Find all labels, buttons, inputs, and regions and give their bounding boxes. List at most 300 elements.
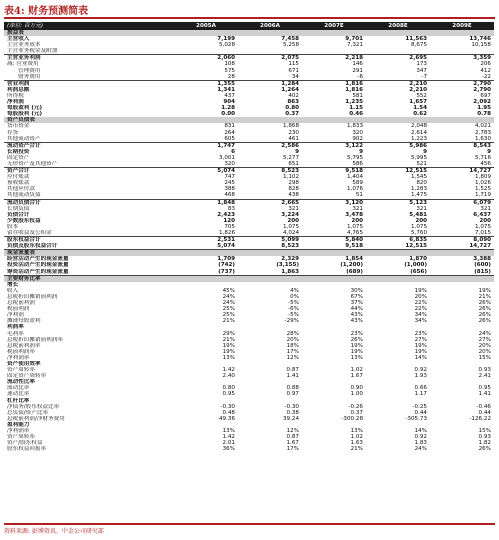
value-cell: (1,000) <box>404 262 427 269</box>
row-label: 资产周转率 <box>7 434 35 441</box>
value-cell: 9,518 <box>302 168 366 175</box>
row-label: 每股盈利 (元) <box>7 105 43 112</box>
row-label: 毛利率 <box>7 330 24 337</box>
value-cell: 14% <box>414 428 427 434</box>
value-cell: 1,264 <box>281 86 299 93</box>
value-cell: 1,341 <box>217 86 235 93</box>
value-cell: 6,437 <box>473 211 491 218</box>
value-cell: 5,258 <box>282 42 299 49</box>
value-cell: 23% <box>414 330 427 337</box>
value-cell: 1,848 <box>174 199 238 206</box>
value-cell: 1,026 <box>474 180 491 187</box>
value-cell: 12,515 <box>366 243 430 250</box>
table-row <box>4 136 494 143</box>
value-cell: 30% <box>350 287 363 294</box>
value-cell: 904 <box>223 99 235 106</box>
value-cell: 24% <box>478 330 491 337</box>
row-label: 资产周转率 <box>7 367 35 374</box>
value-cell: 575 <box>224 67 235 74</box>
table-row <box>4 192 494 199</box>
row-label: 股本 <box>7 223 19 230</box>
value-cell: 28 <box>227 73 235 80</box>
value-cell: 21% <box>350 446 363 453</box>
value-cell <box>174 275 238 282</box>
value-cell: 1,284 <box>238 80 302 87</box>
value-cell: 1,545 <box>410 174 427 181</box>
row-label: 其他流动负债 <box>7 192 41 199</box>
row-label: 主营业务税金及附加 <box>7 48 58 55</box>
unit-label: (单位: 百万元) <box>4 22 174 30</box>
value-cell: 1,816 <box>345 86 363 93</box>
value-cell: 0.44 <box>414 409 427 416</box>
row-label: 税前利润率 <box>7 348 35 355</box>
value-cell: 43% <box>350 312 363 319</box>
table-row <box>4 161 494 168</box>
value-cell: 3,478 <box>345 211 363 218</box>
value-cell: 12% <box>286 354 299 361</box>
value-cell: 2,665 <box>238 199 302 206</box>
value-cell: 2,783 <box>474 129 491 136</box>
row-label: 少数股东权益 <box>7 217 41 224</box>
value-cell: -0.30 <box>284 403 299 410</box>
value-cell: 0.87 <box>286 367 299 374</box>
year-header: 2006A <box>238 22 302 30</box>
value-cell: 581 <box>352 92 363 99</box>
value-cell: 3,122 <box>302 142 366 149</box>
value-cell: 402 <box>288 92 299 99</box>
value-cell: 1,854 <box>345 256 363 263</box>
value-cell: 388 <box>224 186 235 193</box>
table-row <box>4 168 494 175</box>
value-cell: 4% <box>290 287 299 294</box>
value-cell: 1,355 <box>174 80 238 87</box>
value-cell: 11,563 <box>405 36 427 43</box>
value-cell: 820 <box>416 180 427 187</box>
row-label: 经营活动产生的现金流量 <box>7 256 69 263</box>
value-cell: 521 <box>416 160 427 167</box>
value-cell: 5,795 <box>346 154 363 161</box>
value-cell: 5,760 <box>410 230 427 236</box>
value-cell: 245 <box>224 180 235 187</box>
value-cell: -305.73 <box>405 415 427 422</box>
row-label: 财务费用 <box>18 73 41 80</box>
value-cell: 0.90 <box>350 385 363 392</box>
row-label: 负债合计 <box>7 211 30 218</box>
value-cell: 586 <box>352 160 363 167</box>
value-cell <box>430 275 494 282</box>
value-cell: 9 <box>359 148 363 155</box>
row-label: 总负债/资产比率 <box>7 409 49 416</box>
row-label: 税前利润 <box>7 306 30 313</box>
value-cell: 1.02 <box>350 367 363 374</box>
value-cell: 200 <box>479 217 491 224</box>
value-cell: 12,515 <box>366 168 430 175</box>
value-cell: 19% <box>350 348 363 355</box>
table-row <box>4 55 494 62</box>
value-cell: 19% <box>222 348 235 355</box>
row-label: 资产/股东权益 <box>7 440 43 447</box>
value-cell: 461 <box>288 135 299 142</box>
value-cell: (815) <box>430 269 494 276</box>
value-cell: 1,809 <box>474 174 491 181</box>
row-label: 投资活动产生的现金流量 <box>7 262 69 269</box>
value-cell <box>238 48 302 55</box>
value-cell: -6 <box>357 73 363 80</box>
value-cell: 51 <box>355 192 363 199</box>
value-cell: 26% <box>478 318 491 325</box>
value-cell: 200 <box>351 217 363 224</box>
row-label: 速动比率 <box>7 391 30 398</box>
value-cell: 1.41 <box>478 391 491 398</box>
value-cell: 5,028 <box>218 42 235 49</box>
value-cell: 1,868 <box>282 123 299 130</box>
row-label: 净利润率 <box>7 354 30 361</box>
value-cell: 605 <box>224 135 235 142</box>
value-cell: 26% <box>350 336 363 343</box>
value-cell: 3,388 <box>473 256 491 263</box>
section-title: 损益表 <box>4 30 174 36</box>
value-cell: 1.41 <box>286 373 299 380</box>
value-cell: 7,015 <box>474 230 491 236</box>
value-cell: 1.54 <box>413 105 427 112</box>
value-cell: 14,727 <box>430 243 494 250</box>
value-cell: 1,630 <box>474 135 491 142</box>
value-cell: 1.28 <box>221 105 235 112</box>
value-cell: 2,210 <box>409 86 427 93</box>
table-row <box>4 243 494 250</box>
value-cell: 20% <box>478 348 491 355</box>
value-cell: 36% <box>222 446 235 453</box>
row-label: 净利润 <box>7 312 24 319</box>
value-cell: 0.80 <box>285 105 299 112</box>
value-cell: 1.00 <box>350 391 363 398</box>
value-cell: 13% <box>350 428 363 434</box>
value-cell: 438 <box>288 192 299 199</box>
row-label: 股东权益合计 <box>4 237 174 244</box>
value-cell: 0.48 <box>222 409 235 416</box>
value-cell: 651 <box>288 160 299 167</box>
value-cell: 705 <box>224 223 235 230</box>
value-cell: 200 <box>287 217 299 224</box>
value-cell: 1,075 <box>410 223 427 230</box>
value-cell: 0% <box>290 293 299 300</box>
value-cell: 671 <box>288 67 299 74</box>
value-cell: 8,523 <box>238 168 302 175</box>
value-cell: 2,210 <box>366 80 430 87</box>
value-cell: -6% <box>288 306 299 313</box>
value-cell: 17% <box>286 446 299 453</box>
table-row <box>4 446 494 452</box>
value-cell: 2,075 <box>238 55 302 62</box>
value-cell: 347 <box>416 67 427 74</box>
value-cell: 1.42 <box>222 434 235 441</box>
row-label: 减: 营业费用 <box>7 61 39 68</box>
value-cell: 321 <box>288 205 299 212</box>
value-cell: 14,727 <box>430 168 494 175</box>
value-cell: 37% <box>350 300 363 307</box>
value-cell: 28% <box>286 330 299 337</box>
value-cell: 828 <box>288 186 299 193</box>
value-cell: 29% <box>222 330 235 337</box>
value-cell: 21% <box>478 293 491 300</box>
table-row <box>4 142 494 149</box>
value-cell: 2,423 <box>217 211 235 218</box>
value-cell <box>302 48 366 55</box>
value-cell: 1.93 <box>414 373 427 380</box>
section-header-row <box>4 250 494 257</box>
value-cell: 25% <box>222 306 235 313</box>
value-cell: -0.25 <box>412 403 427 410</box>
value-cell: 21% <box>222 318 235 325</box>
value-cell: 1.02 <box>350 434 363 441</box>
value-cell: 321 <box>480 205 491 212</box>
value-cell: 13% <box>222 428 235 434</box>
value-cell: 321 <box>416 205 427 212</box>
value-cell: 200 <box>415 217 427 224</box>
value-cell <box>174 48 238 55</box>
row-label: 利润率 <box>7 324 24 331</box>
value-cell: 1,102 <box>282 174 299 181</box>
value-cell <box>366 250 430 257</box>
value-cell: 20% <box>286 336 299 343</box>
value-cell: 2,060 <box>174 55 238 62</box>
value-cell: 19% <box>350 342 363 349</box>
table-title: 表4: 财务预测简表 <box>4 6 89 17</box>
value-cell: 20% <box>478 342 491 349</box>
value-cell: 5,840 <box>302 237 366 244</box>
value-cell: 1,870 <box>409 256 427 263</box>
value-cell: 19% <box>222 342 235 349</box>
value-cell: 264 <box>224 129 235 136</box>
value-cell: 25% <box>222 312 235 319</box>
value-cell: 2,218 <box>302 55 366 62</box>
value-cell: 697 <box>480 92 491 99</box>
value-cell: 0.97 <box>286 391 299 398</box>
table-body <box>4 30 494 452</box>
row-label: 流动比率 <box>7 385 30 392</box>
value-cell: 43% <box>350 318 363 325</box>
value-cell: 15% <box>478 428 491 434</box>
year-header: 2009E <box>430 22 494 30</box>
value-cell: 1,709 <box>217 256 235 263</box>
value-cell: 456 <box>480 160 491 167</box>
value-cell: 0.93 <box>478 434 491 441</box>
value-cell: 18% <box>286 342 299 349</box>
value-cell: 468 <box>224 192 235 199</box>
value-cell: 9 <box>423 148 427 155</box>
value-cell: 8,675 <box>410 42 427 49</box>
year-header: 2005A <box>174 22 238 30</box>
value-cell: 1.95 <box>477 105 491 112</box>
value-cell: 2,531 <box>174 237 238 244</box>
value-cell: 5,481 <box>409 211 427 218</box>
value-cell: 49.36 <box>218 415 235 422</box>
row-label: 固定资产 <box>7 154 30 161</box>
value-cell: 1,283 <box>410 186 427 193</box>
value-cell: 5,123 <box>366 199 430 206</box>
value-cell: 0.92 <box>414 434 427 441</box>
value-cell: 26% <box>478 300 491 307</box>
value-cell: 13,746 <box>469 36 491 43</box>
value-cell: 115 <box>288 61 299 68</box>
value-cell: 5,074 <box>174 243 238 250</box>
value-cell: 0.80 <box>222 385 235 392</box>
value-cell: 321 <box>352 205 363 212</box>
row-label: 息税折旧摊销前利润 <box>7 293 58 300</box>
value-cell: 1,816 <box>302 80 366 87</box>
value-cell: 552 <box>416 92 427 99</box>
row-label: 主营业务利润 <box>4 55 174 62</box>
value-cell: 20% <box>414 293 427 300</box>
value-cell: 8,523 <box>238 243 302 250</box>
value-cell: 19% <box>478 287 491 294</box>
row-label: 管理费用 <box>18 67 41 74</box>
row-label: 利润总额 <box>7 86 30 93</box>
value-cell: 2.41 <box>478 373 491 380</box>
value-cell: 45% <box>222 287 235 294</box>
financial-forecast-table <box>4 22 494 452</box>
table-row <box>4 230 494 237</box>
title-rule <box>4 17 495 19</box>
value-cell: 437 <box>224 92 235 99</box>
value-cell <box>366 275 430 282</box>
value-cell: (656) <box>366 269 430 276</box>
value-cell: 291 <box>352 67 363 74</box>
value-cell: 0.38 <box>286 409 299 416</box>
row-label: 资产合计 <box>4 168 174 175</box>
value-cell: 0.66 <box>414 385 427 392</box>
value-cell: 1,404 <box>346 174 363 181</box>
value-cell: 5,099 <box>238 237 302 244</box>
value-cell: 83 <box>227 205 235 212</box>
row-label: 增长 <box>7 281 19 288</box>
value-cell: 2,695 <box>366 55 430 62</box>
row-label: 其他应付款 <box>7 186 35 193</box>
value-cell: 0.95 <box>222 391 235 398</box>
value-cell: 902 <box>352 135 363 142</box>
value-cell: 13% <box>350 354 363 361</box>
row-label: 摊薄每股盈利 <box>7 318 41 325</box>
value-cell: 26% <box>478 312 491 319</box>
value-cell: 1.15 <box>349 105 363 112</box>
value-cell: 34% <box>414 318 427 325</box>
value-cell: 27% <box>414 336 427 343</box>
row-label: 杠杆比率 <box>7 397 30 404</box>
value-cell: 24% <box>222 293 235 300</box>
section-title: 现金流量表 <box>4 250 174 257</box>
value-cell <box>302 275 366 282</box>
value-cell: 24% <box>222 300 235 307</box>
table-row <box>4 237 494 244</box>
row-label: 固定资产周转率 <box>7 373 47 380</box>
value-cell: 0.44 <box>478 409 491 416</box>
value-cell: 2,092 <box>473 99 491 106</box>
value-cell: -300.28 <box>341 415 363 422</box>
value-cell: 23% <box>350 330 363 337</box>
value-cell: 19% <box>414 342 427 349</box>
value-cell: 320 <box>224 160 235 167</box>
row-label: 应付账款 <box>7 174 30 181</box>
value-cell: 4,021 <box>474 123 491 130</box>
value-cell: 1.42 <box>222 367 235 374</box>
value-cell <box>430 48 494 55</box>
row-label: 息税前利润 <box>7 300 35 307</box>
value-cell: 320 <box>352 129 363 136</box>
value-cell: (737) <box>174 269 238 276</box>
value-cell: 863 <box>287 99 299 106</box>
row-label: 留存收益及公积金 <box>7 230 52 236</box>
row-label: 净利润 <box>7 99 24 106</box>
value-cell: 747 <box>224 174 235 181</box>
year-header: 2007E <box>302 22 366 30</box>
value-cell: 6,079 <box>430 199 494 206</box>
value-cell: 298 <box>288 180 299 187</box>
value-cell: -0.46 <box>476 403 491 410</box>
footer-rule <box>4 523 495 525</box>
value-cell: 26% <box>478 446 491 453</box>
row-label: 股东权益回报率 <box>7 446 47 453</box>
value-cell: 6,835 <box>366 237 430 244</box>
value-cell: 5,995 <box>410 154 427 161</box>
value-cell: 5,277 <box>282 154 299 161</box>
value-cell: 19% <box>414 287 427 294</box>
value-cell: 8,543 <box>430 142 494 149</box>
value-cell: 44% <box>350 306 363 313</box>
value-cell: 120 <box>223 217 235 224</box>
value-cell: 4,765 <box>346 230 363 236</box>
value-cell <box>302 250 366 257</box>
value-cell: 0.87 <box>286 434 299 441</box>
row-label: 负债及股东权益合计 <box>4 243 174 250</box>
value-cell <box>174 250 238 257</box>
value-cell <box>430 250 494 257</box>
value-cell: 2,048 <box>410 123 427 130</box>
value-cell: 3,001 <box>218 154 235 161</box>
row-label: 流动性比率 <box>7 379 35 386</box>
year-header: 2008E <box>366 22 430 30</box>
value-cell: 3,120 <box>302 199 366 206</box>
row-label: 存货 <box>7 129 19 136</box>
value-cell: 0.46 <box>349 111 363 118</box>
value-cell: (600) <box>474 262 491 269</box>
value-cell: 7,321 <box>346 42 363 49</box>
row-label: 长期投资 <box>7 148 30 155</box>
value-cell: 173 <box>416 61 427 68</box>
row-label: 净利润率 <box>7 428 30 434</box>
value-cell: 0.78 <box>477 111 491 118</box>
table-row <box>4 48 494 55</box>
row-label: 资产使用效率 <box>7 360 41 367</box>
section-header-row <box>4 275 494 282</box>
value-cell: 1,826 <box>218 230 235 236</box>
table-row <box>4 80 494 87</box>
row-label: 收入 <box>7 287 19 294</box>
table-header-row <box>4 22 494 30</box>
value-cell <box>366 48 430 55</box>
row-label: 息税前利润/净财务费用 <box>7 415 65 422</box>
value-cell: 7,458 <box>281 36 299 43</box>
row-label: 净债务/股东权益比率 <box>7 403 60 410</box>
value-cell: 0.92 <box>414 367 427 374</box>
value-cell: 3,359 <box>430 55 494 62</box>
row-label: 其他流动资产 <box>7 135 41 142</box>
value-cell: 2,790 <box>473 86 491 93</box>
value-cell: 1.83 <box>414 440 427 447</box>
row-label: 主营业务成本 <box>7 42 41 49</box>
section-title: 主要财务比率 <box>4 275 174 282</box>
value-cell: 0.37 <box>285 111 299 118</box>
value-cell: 589 <box>352 180 363 187</box>
